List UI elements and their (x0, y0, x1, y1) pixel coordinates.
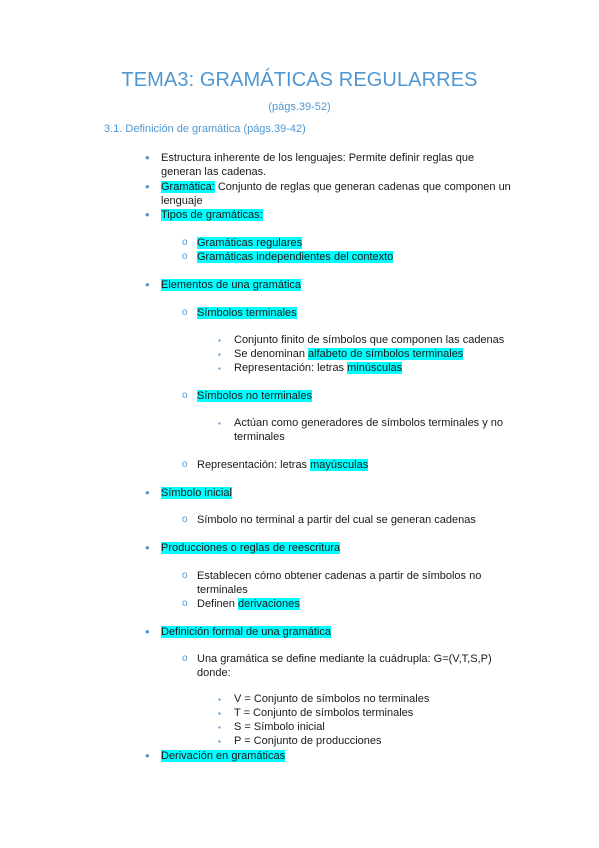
list-item-una-gramatica (197, 652, 514, 680)
circle-bullet-icon: o (182, 307, 188, 318)
list-item-text: Se denominan (234, 348, 308, 360)
highlighted-term: Definición formal de una gramática (161, 626, 331, 638)
list-item-text: Representación: letras (197, 459, 311, 471)
highlighted-term: Tipos de gramáticas: (161, 209, 263, 221)
list-item-conjunto-finito: Conjunto finito de símbolos que componen las cadenas (234, 334, 505, 346)
list-item-text: Actúan como generadores de símbolos terminales y no (234, 417, 504, 429)
list-item-text: Conjunto de reglas que generan cadenas que componen un (214, 181, 511, 193)
list-item-definicion-formal (161, 625, 331, 639)
square-bullet-icon: ▪ (218, 419, 221, 428)
list-item-text: terminales (234, 431, 285, 443)
section-heading: 3.1. Definición de gramática (págs.39-42) (104, 123, 306, 135)
list-item-text: Definen (197, 598, 238, 610)
square-bullet-icon: ▪ (218, 737, 221, 746)
highlighted-term: Símbolos terminales (197, 307, 297, 319)
highlighted-term: Gramáticas independientes del contexto (197, 251, 394, 263)
list-item-s-def: S = Símbolo inicial (234, 721, 325, 733)
highlighted-term: Elementos de una gramática (161, 279, 302, 291)
highlighted-term: Símbolo inicial (161, 487, 232, 499)
list-item-t-def: T = Conjunto de símbolos terminales (234, 707, 414, 719)
list-item-producciones (161, 541, 340, 555)
list-item-representacion-min (234, 361, 402, 375)
list-item-text: terminales (197, 584, 248, 596)
list-item-p-def: P = Conjunto de producciones (234, 735, 382, 747)
list-item-text: Una gramática se define mediante la cuádrupla: G=(V,T,S,P) (197, 653, 492, 665)
list-item-actuan (234, 416, 514, 444)
highlighted-term: Símbolos no terminales (197, 390, 312, 402)
list-item-elementos (161, 278, 301, 292)
list-item-tipos (161, 208, 263, 222)
highlighted-term: mayúsculas (310, 459, 369, 471)
list-item-text: lenguaje (161, 195, 203, 207)
bullet-icon: • (145, 150, 150, 165)
circle-bullet-icon: o (182, 237, 188, 248)
list-item-establecen (197, 569, 514, 597)
circle-bullet-icon: o (182, 251, 188, 262)
highlighted-term: Gramáticas regulares (197, 237, 303, 249)
list-item-regulares (197, 236, 302, 250)
bullet-icon: • (145, 624, 150, 639)
list-item-text: donde: (197, 667, 231, 679)
list-item-simbolos-terminales (197, 306, 297, 320)
square-bullet-icon: ▪ (218, 723, 221, 732)
page-title: TEMA3: GRAMÁTICAS REGULARRES (121, 69, 478, 91)
list-item-simbolos-no-terminales (197, 389, 312, 403)
list-item-text: Establecen cómo obtener cadenas a partir de símbolos no (197, 570, 482, 582)
list-item-estructura (161, 151, 513, 179)
bullet-icon: • (145, 277, 150, 292)
list-item-text: Estructura inherente de los lenguajes: Permite definir reglas que (161, 152, 475, 164)
highlighted-term: Gramática: (161, 181, 215, 193)
circle-bullet-icon: o (182, 570, 188, 581)
square-bullet-icon: ▪ (218, 709, 221, 718)
square-bullet-icon: ▪ (218, 350, 221, 359)
list-item-gramatica (161, 180, 516, 208)
highlighted-term: minúsculas (347, 362, 403, 374)
bullet-icon: • (145, 540, 150, 555)
list-item-derivacion (161, 749, 285, 763)
circle-bullet-icon: o (182, 459, 188, 470)
circle-bullet-icon: o (182, 653, 188, 664)
page-subtitle: (págs.39-52) (268, 101, 331, 113)
list-item-independientes (197, 250, 393, 264)
square-bullet-icon: ▪ (218, 336, 221, 345)
highlighted-term: alfabeto de símbolos terminales (308, 348, 464, 360)
square-bullet-icon: ▪ (218, 364, 221, 373)
bullet-icon: • (145, 179, 150, 194)
list-item-simbolo-no-terminal-desc: Símbolo no terminal a partir del cual se generan cadenas (197, 514, 476, 526)
list-item-text: generan las cadenas. (161, 166, 267, 178)
highlighted-term: Producciones o reglas de reescritura (161, 542, 341, 554)
square-bullet-icon: ▪ (218, 695, 221, 704)
list-item-representacion-may (197, 458, 368, 472)
list-item-v-def: V = Conjunto de símbolos no terminales (234, 693, 430, 705)
highlighted-term: Derivación en gramáticas (161, 750, 286, 762)
circle-bullet-icon: o (182, 390, 188, 401)
bullet-icon: • (145, 748, 150, 763)
list-item-denominan (234, 347, 463, 361)
circle-bullet-icon: o (182, 514, 188, 525)
bullet-icon: • (145, 207, 150, 222)
list-item-text: Representación: letras (234, 362, 348, 374)
bullet-icon: • (145, 485, 150, 500)
highlighted-term: derivaciones (237, 598, 300, 610)
list-item-simbolo-inicial (161, 486, 232, 500)
circle-bullet-icon: o (182, 598, 188, 609)
list-item-definen (197, 597, 300, 611)
